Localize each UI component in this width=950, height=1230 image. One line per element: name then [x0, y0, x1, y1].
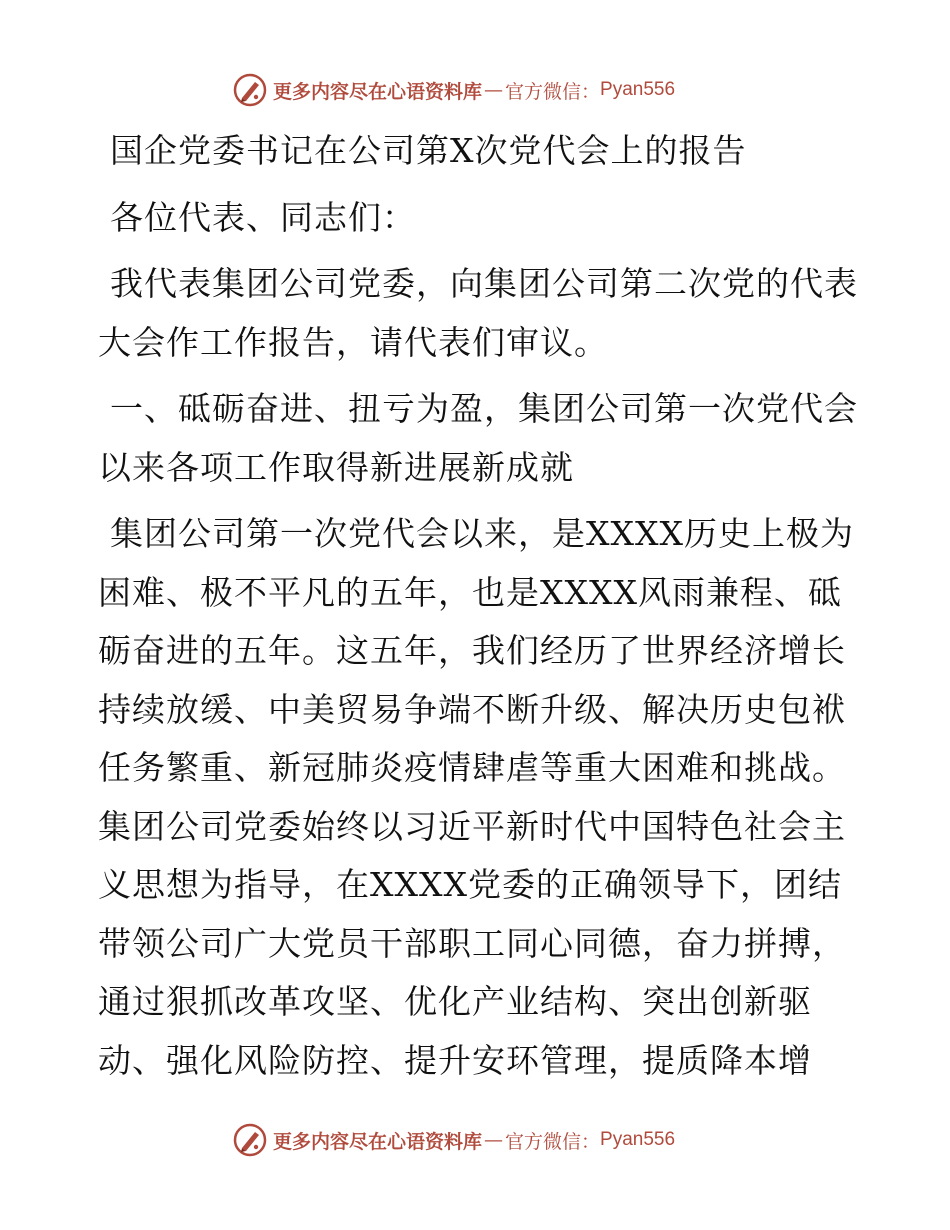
banner-separator: — — [484, 79, 504, 101]
intro-paragraph: 我代表集团公司党委，向集团公司第二次党的代表大会作工作报告，请代表们审议。 — [98, 264, 858, 362]
pen-logo-icon — [233, 1123, 267, 1157]
banner-contact-label: 官方微信： — [505, 80, 601, 103]
banner-contact-label: 官方微信： — [505, 1130, 601, 1153]
section-heading: 一、砥砺奋进、扭亏为盈，集团公司第一次党代会以来各项工作取得新进展新成就 — [98, 389, 858, 487]
banner-text: 更多内容尽在心语资料库 — [273, 80, 483, 103]
header-watermark-banner — [233, 70, 675, 110]
banner-text: 更多内容尽在心语资料库 — [273, 1130, 483, 1153]
document-title: 国企党委书记在公司第X次党代会上的报告 — [110, 131, 747, 170]
document-body — [98, 122, 858, 1090]
body-paragraph: 集团公司第一次党代会以来，是XXXX历史上极为困难、极不平凡的五年，也是XXXX风雨兼程、砥砺奋进的五年。这五年，我们经历了世界经济增长持续放缓、中美贸易争端不断升级、解决历史包袱任务繁重、新冠肺炎疫情肆虐等重大困难和挑战。集团公司党委始终以习近平新时代中国特色社会主义思想为指导，在XXXX党委的正确领导下，团结带领公司广大党员干部职工同心同德，奋力拼搏，通过狠抓改革攻坚、优化产业结构、突出创新驱动、强化风险防控、提升安环管理，提质降本增 — [98, 514, 854, 1080]
banner-contact-id: Pyan556 — [600, 1129, 676, 1150]
footer-watermark-banner — [233, 1120, 675, 1160]
banner-contact-id: Pyan556 — [600, 79, 676, 100]
pen-logo-icon — [233, 73, 267, 107]
salutation-paragraph: 各位代表、同志们： — [110, 197, 416, 237]
banner-separator: — — [484, 1129, 504, 1151]
